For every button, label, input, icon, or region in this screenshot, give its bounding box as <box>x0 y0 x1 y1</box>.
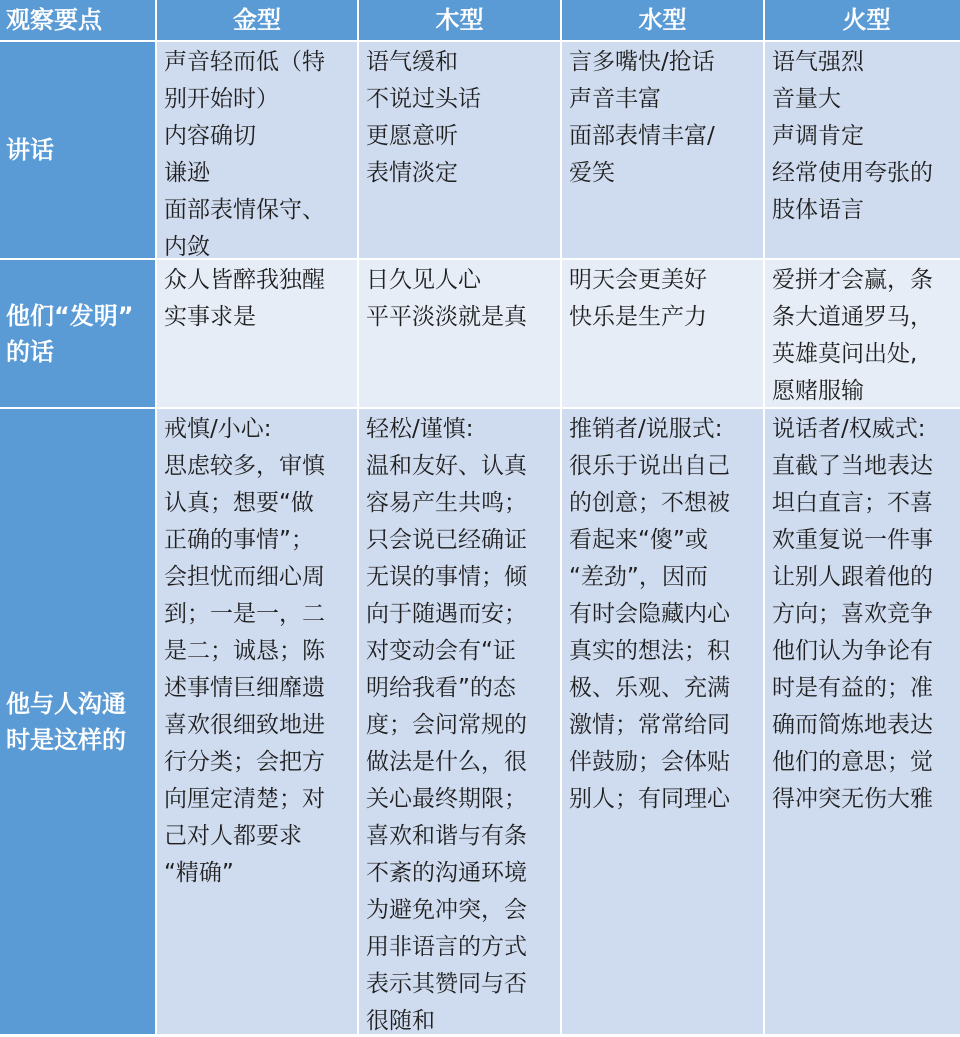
cell-line: 是二；诚恳；陈 <box>164 638 325 664</box>
cell-line: 众人皆醉我独醒 <box>164 267 325 293</box>
cell-line: 不说过头话 <box>366 86 481 112</box>
cell-line: 言多嘴快/抢话 <box>569 49 715 75</box>
cell-line: 很乐于说出自己 <box>569 453 730 479</box>
cell-line: 实事求是 <box>164 304 256 330</box>
cell-line: 有时会隐藏内心 <box>569 601 730 627</box>
cell-line: 温和友好、认真 <box>366 453 527 479</box>
row-label-text: 他们“发明” <box>6 301 134 330</box>
cell-line: 向厘定清楚；对 <box>164 786 325 812</box>
cell-line: 的创意；不想被 <box>569 490 730 516</box>
cell-line: 平平淡淡就是真 <box>366 304 527 330</box>
cell-line: 看起来“傻”或 <box>569 527 708 553</box>
cell-line: 喜欢很细致地进 <box>164 712 325 738</box>
cell-line: 推销者/说服式: <box>569 416 723 442</box>
cell-line: 直截了当地表达 <box>772 453 933 479</box>
cell-line: “差劲”，因而 <box>569 564 708 590</box>
cell-line: 别人；有同理心 <box>569 786 730 812</box>
cell-line: 得冲突无伤大雅 <box>772 786 933 812</box>
cell-line: 表情淡定 <box>366 160 458 186</box>
cell-line: 度；会问常规的 <box>366 712 527 738</box>
cell-line: 会担忧而细心周 <box>164 564 325 590</box>
cell-line: 爱笑 <box>569 160 615 186</box>
cell-line: 他们的意思；觉 <box>772 749 933 775</box>
cell-line: 向于随遇而安； <box>366 601 527 627</box>
cell-line: 快乐是生产力 <box>569 304 707 330</box>
cell-line: 条大道通罗马， <box>772 304 933 330</box>
cell-line: 更愿意听 <box>366 123 458 149</box>
row-label-invented-words <box>0 260 155 407</box>
cell-line: 谦逊 <box>164 160 210 186</box>
cell-line: 说话者/权威式: <box>772 416 926 442</box>
cell-line: “精确” <box>164 860 234 886</box>
cell-line: 很随和 <box>366 1008 435 1034</box>
row-label-wrap <box>6 298 134 370</box>
row-label-text: 时是这样的 <box>6 725 126 754</box>
cell-line: 方向；喜欢竞争 <box>772 601 933 627</box>
cell-line: 经常使用夸张的 <box>772 160 933 186</box>
cell-line: 内敛 <box>164 234 210 258</box>
row-label-wrap <box>6 686 126 758</box>
cell-line: 激情；常常给同 <box>569 712 730 738</box>
cell-line: 真实的想法；积 <box>569 638 730 664</box>
cell-line: 日久见人心 <box>366 267 481 293</box>
cell-communication-fire <box>765 409 960 1034</box>
cell-line: 关心最终期限； <box>366 786 527 812</box>
cell-line: 极、乐观、充满 <box>569 675 730 701</box>
cell-line: 明天会更美好 <box>569 267 707 293</box>
cell-line: 声音丰富 <box>569 86 661 112</box>
cell-line: 爱拼才会赢，条 <box>772 267 933 293</box>
header-metal-type: 金型 <box>157 0 357 40</box>
cell-line: 对变动会有“证 <box>366 638 516 664</box>
cell-line: 只会说已经确证 <box>366 527 527 553</box>
cell-line: 为避免冲突，会 <box>366 897 527 923</box>
cell-line: 伴鼓励；会体贴 <box>569 749 730 775</box>
cell-line: 思虑较多，审慎 <box>164 453 325 479</box>
row-label-text: 讲话 <box>6 136 54 164</box>
cell-line: 英雄莫问出处, <box>772 341 918 367</box>
cell-line: 正确的事情”； <box>164 527 314 553</box>
cell-speaking-water <box>562 42 763 258</box>
cell-line: 语气强烈 <box>772 49 864 75</box>
cell-line: 音量大 <box>772 86 841 112</box>
cell-line: 述事情巨细靡遗 <box>164 675 325 701</box>
row-label-speaking <box>0 42 155 258</box>
header-wood-type: 木型 <box>359 0 560 40</box>
cell-line: 容易产生共鸣； <box>366 490 527 516</box>
header-fire-type: 火型 <box>765 0 960 40</box>
cell-line: 做法是什么，很 <box>366 749 527 775</box>
cell-line: 声音轻而低（特 <box>164 49 325 75</box>
cell-line: 己对人都要求 <box>164 823 302 849</box>
cell-line: 轻松/谨慎: <box>366 416 474 442</box>
cell-line: 内容确切 <box>164 123 256 149</box>
cell-invented-metal <box>157 260 357 407</box>
cell-line: 肢体语言 <box>772 197 864 223</box>
cell-line: 不紊的沟通环境 <box>366 860 527 886</box>
cell-line: 别开始时） <box>164 86 279 112</box>
cell-line: 戒慎/小心: <box>164 416 272 442</box>
header-observation-points: 观察要点 <box>0 0 155 40</box>
cell-communication-metal <box>157 409 357 1034</box>
cell-line: 坦白直言；不喜 <box>772 490 933 516</box>
cell-line: 面部表情丰富/ <box>569 123 715 149</box>
cell-line: 欢重复说一件事 <box>772 527 933 553</box>
cell-line: 无误的事情；倾 <box>366 564 527 590</box>
cell-invented-fire <box>765 260 960 407</box>
cell-line: 到；一是一，二 <box>164 601 325 627</box>
cell-line: 行分类；会把方 <box>164 749 325 775</box>
cell-line: 愿赌服输 <box>772 378 864 404</box>
row-label-text: 的话 <box>6 337 54 366</box>
cell-line: 用非语言的方式 <box>366 934 527 960</box>
cell-line: 喜欢和谐与有条 <box>366 823 527 849</box>
cell-line: 语气缓和 <box>366 49 458 75</box>
cell-line: 让别人跟着他的 <box>772 564 933 590</box>
row-label-text: 他与人沟通 <box>6 689 126 718</box>
row-label-communication <box>0 409 155 1034</box>
cell-invented-water <box>562 260 763 407</box>
cell-line: 确而简炼地表达 <box>772 712 933 738</box>
header-water-type: 水型 <box>562 0 763 40</box>
cell-line: 面部表情保守、 <box>164 197 325 223</box>
cell-speaking-fire <box>765 42 960 258</box>
cell-line: 表示其赞同与否 <box>366 971 527 997</box>
cell-line: 他们认为争论有 <box>772 638 933 664</box>
cell-communication-wood <box>359 409 560 1034</box>
cell-speaking-wood <box>359 42 560 258</box>
cell-line: 时是有益的；准 <box>772 675 933 701</box>
cell-line: 认真；想要“做 <box>164 490 314 516</box>
cell-invented-wood <box>359 260 560 407</box>
cell-line: 明给我看”的态 <box>366 675 516 701</box>
cell-line: 声调肯定 <box>772 123 864 149</box>
cell-communication-water <box>562 409 763 1034</box>
cell-speaking-metal <box>157 42 357 258</box>
